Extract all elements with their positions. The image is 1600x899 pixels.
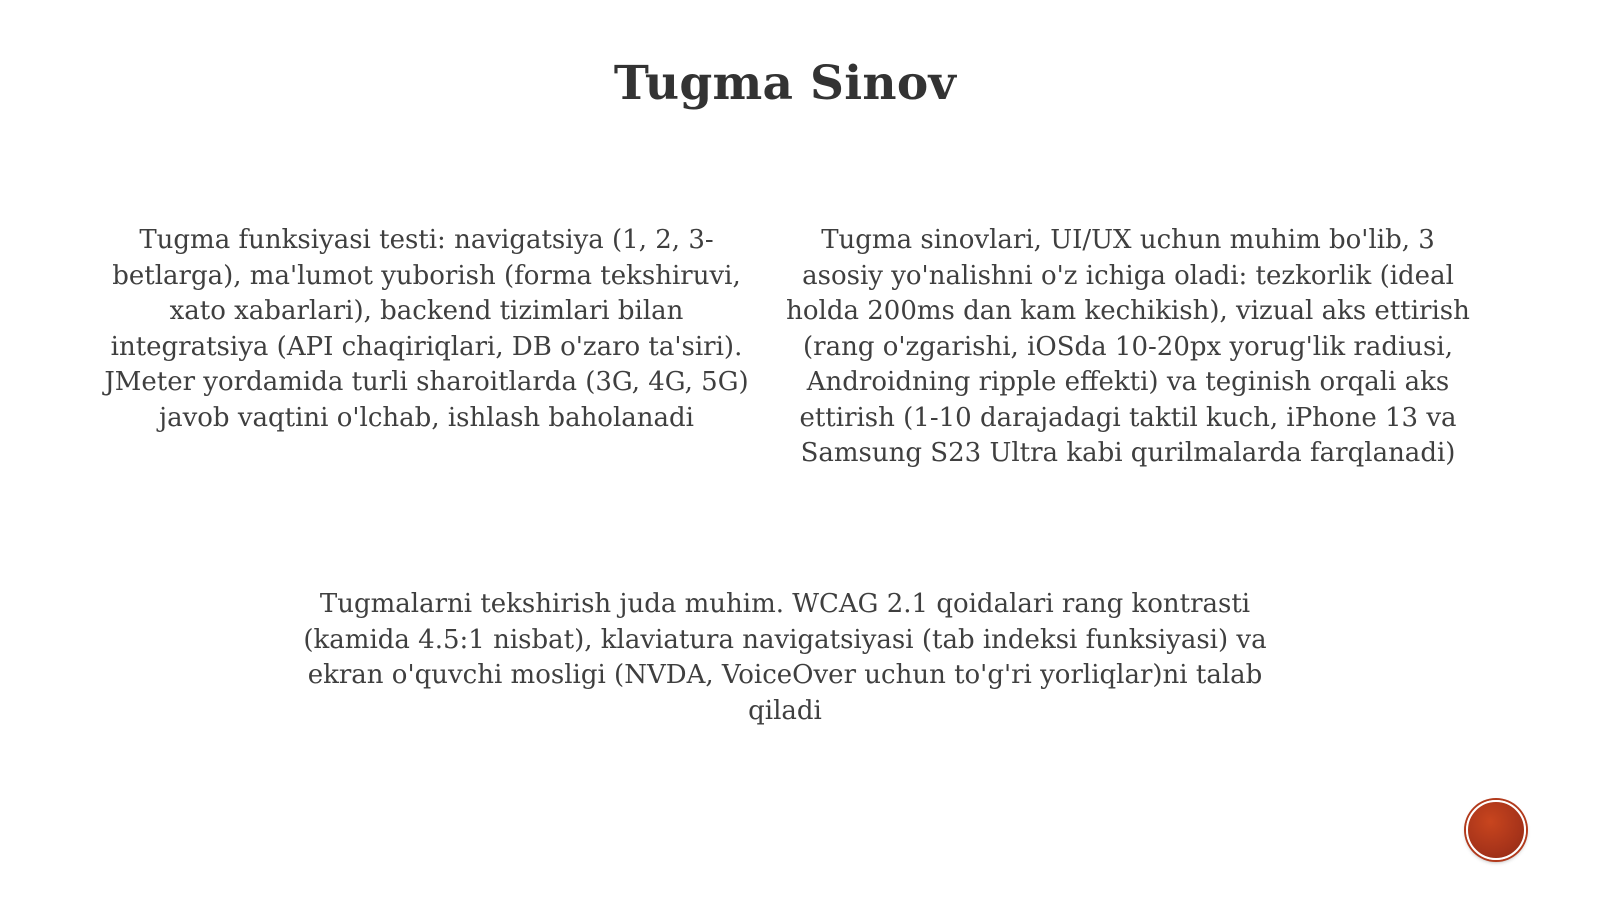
right-paragraph: Tugma sinovlari, UI/UX uchun muhim bo'lib, 3 asosiy yo'nalishni o'z ichiga oladi: tezkorlik (ideal holda 200ms dan kam kechikish), vizual aks ettirish (rang o'zgarishi, iOSda 10-20px yorug'lik radiusi, Androidning ripple effekti) va teginish orqali aks ettirish (1-10 darajadagi taktil kuch, iPhone 13 va Samsung S23 Ultra kabi qurilmalarda farqlanadi) xyxy=(786,225,1470,468)
slide-nav-button[interactable] xyxy=(1466,800,1526,860)
left-paragraph: Tugma funksiyasi testi: navigatsiya (1, 2, 3-betlarga), ma'lumot yuborish (forma tekshiruvi, xato xabarlari), backend tizimlari bilan integratsiya (API chaqiriqlari, DB o'zaro ta'siri). JMeter yordamida turli sharoitlarda (3G, 4G, 5G) javob vaqtini o'lchab, ishlash baholanadi xyxy=(104,225,749,433)
bottom-paragraph: Tugmalarni tekshirish juda muhim. WCAG 2.1 qoidalari rang kontrasti (kamida 4.5:1 nisbat), klaviatura navigatsiyasi (tab indeksi funksiyasi) va ekran o'quvchi mosligi (NVDA, VoiceOver uchun to'g'ri yorliqlar)ni talab qiladi xyxy=(303,589,1267,726)
slide-title: Tugma Sinov xyxy=(613,56,957,111)
